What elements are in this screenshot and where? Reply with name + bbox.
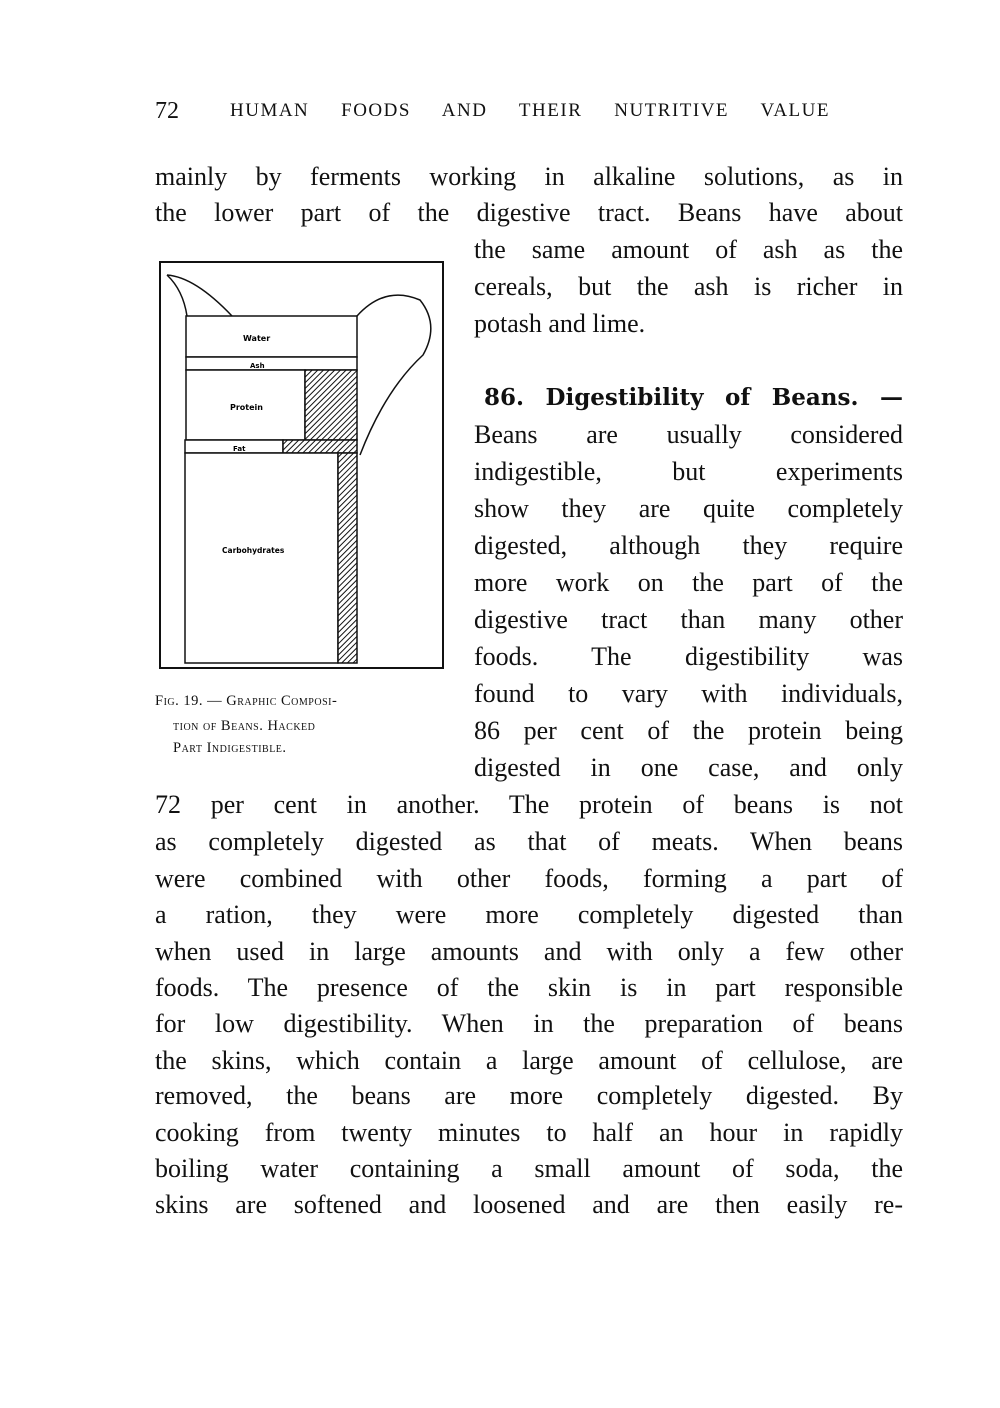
text-line: were combined with other foods, forming a part of [155, 864, 903, 893]
text-line: a ration, they were more completely digested than [155, 900, 903, 929]
text-line: when used in large amounts and with only a few other [155, 937, 903, 966]
text-line: cooking from twenty minutes to half an hour in rapidly [155, 1118, 903, 1147]
text-line: foods. The presence of the skin is in part responsible [155, 973, 903, 1002]
text-line: as completely digested as that of meats. When beans [155, 827, 903, 856]
text-line: skins are softened and loosened and are then easily re- [155, 1190, 903, 1219]
text-line: digested, although they require [474, 531, 903, 560]
page-number: 72 [155, 98, 179, 124]
section-heading: 86. Digestibility of Beans. — [484, 384, 903, 411]
carbohydrates-band [185, 453, 338, 663]
text-line: the skins, which contain a large amount of cellulose, are [155, 1046, 903, 1075]
text-line: cereals, but the ash is richer in [474, 272, 903, 301]
text-line: the same amount of ash as the [474, 235, 903, 264]
figure-caption-line: Fig. 19. — Graphic Composi- [155, 693, 338, 709]
bean-composition-figure [155, 255, 450, 675]
label-fat: Fat [233, 445, 246, 453]
text-line: potash and lime. [474, 309, 646, 338]
text-line: boiling water containing a small amount of soda, the [155, 1154, 903, 1183]
fat-indigestible-hatch [283, 440, 357, 453]
label-carbohydrates: Carbohydrates [222, 546, 285, 555]
ash-band [186, 357, 357, 370]
text-line: Beans are usually considered [474, 420, 903, 449]
running-title: HUMAN FOODS AND THEIR NUTRITIVE VALUE [230, 100, 830, 121]
text-line: mainly by ferments working in alkaline solutions, as in [155, 162, 903, 191]
text-line: 86 per cent of the protein being [474, 716, 903, 745]
label-ash: Ash [250, 362, 265, 370]
text-line: digested in one case, and only [474, 753, 903, 782]
text-line: 72 per cent in another. The protein of beans is not [155, 790, 903, 819]
carbohydrates-indigestible-hatch [338, 453, 357, 663]
protein-indigestible-hatch [305, 370, 357, 440]
jug-spout [167, 275, 232, 316]
text-line: foods. The digestibility was [474, 642, 903, 671]
jug-handle [357, 295, 431, 455]
figure-caption-line: Part Indigestible. [173, 740, 287, 756]
figure-caption-line: tion of Beans. Hacked [173, 718, 316, 734]
text-line: removed, the beans are more completely digested. By [155, 1081, 903, 1110]
text-line: digestive tract than many other [474, 605, 903, 634]
text-line: found to vary with individuals, [474, 679, 903, 708]
text-line: indigestible, but experiments [474, 457, 903, 486]
text-line: more work on the part of the [474, 568, 903, 597]
text-line: the lower part of the digestive tract. Beans have about [155, 198, 903, 227]
label-protein: Protein [230, 403, 263, 412]
text-line: show they are quite completely [474, 494, 903, 523]
water-band [186, 316, 357, 357]
label-water: Water [243, 334, 271, 343]
text-line: for low digestibility. When in the preparation of beans [155, 1009, 903, 1038]
